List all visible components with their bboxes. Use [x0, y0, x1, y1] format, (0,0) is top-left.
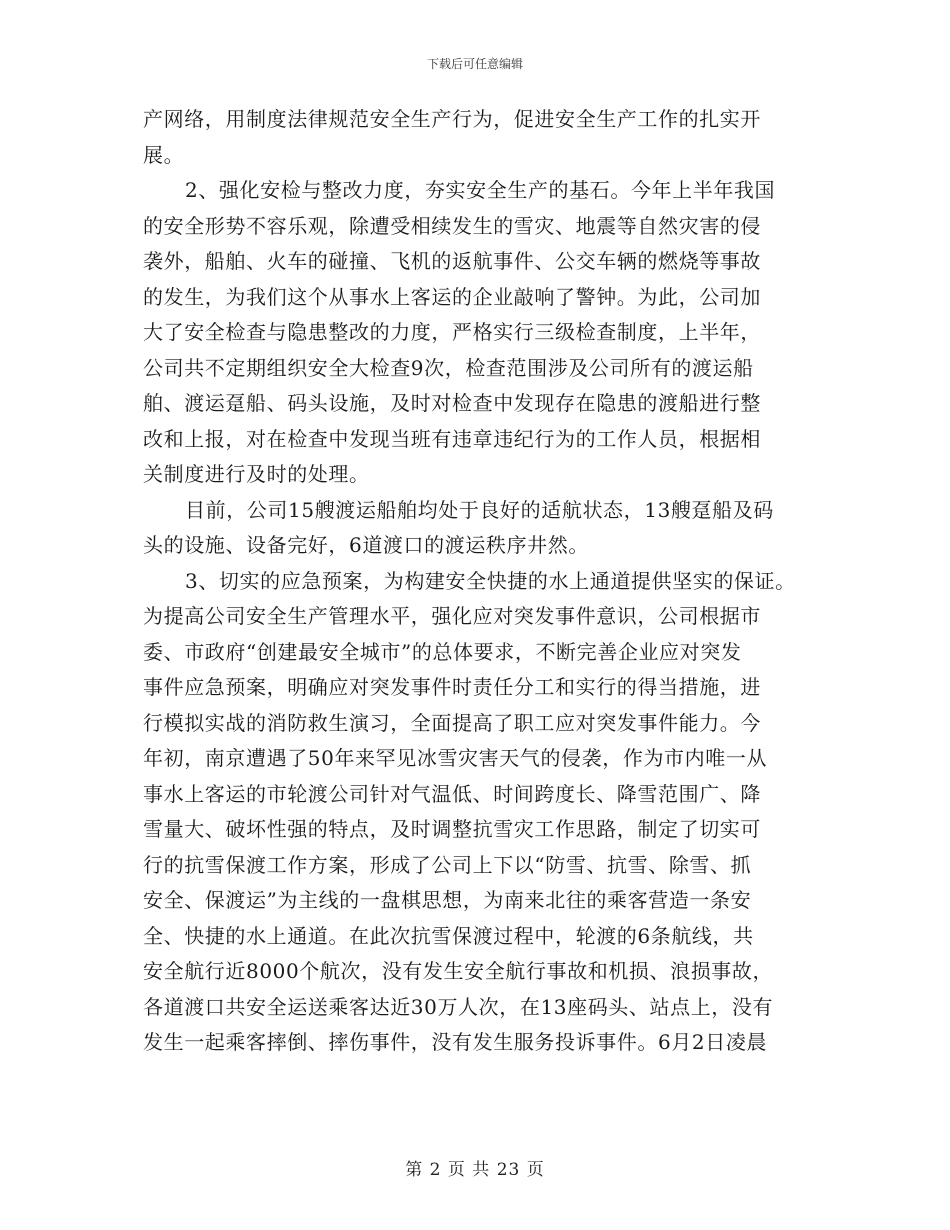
- text-line: 展。: [143, 142, 185, 167]
- text-line: 事水上客运的市轮渡公司针对气温低、时间跨度长、降雪范围广、降: [143, 781, 761, 806]
- text-line: 的发生，为我们这个从事水上客运的企业敲响了警钟。为此，公司加: [143, 284, 761, 309]
- text-line: 头的设施、设备完好，6道渡口的渡运秩序井然。: [143, 533, 589, 557]
- text-line: 安全航行近8000个航次，没有发生安全航行事故和机损、浪损事故，: [143, 959, 774, 983]
- text-line: 为提高公司安全生产管理水平，强化应对突发事件意识，公司根据市: [143, 604, 761, 628]
- text-line: 全、快捷的水上通道。在此次抗雪保渡过程中，轮渡的6条航线，共: [143, 923, 754, 948]
- text-line: 年初，南京遭遇了50年来罕见冰雪灾害天气的侵袭，作为市内唯一从: [143, 746, 768, 770]
- text-line: 行的抗雪保渡工作方案，形成了公司上下以“防雪、抗雪、除雪、抓: [143, 852, 752, 877]
- paragraph-start-line: 3、切实的应急预案，为构建安全快捷的水上通道提供坚实的保证。: [185, 568, 796, 593]
- text-line: 袭外，船舶、火车的碰撞、飞机的返航事件、公交车辆的燃烧等事故: [143, 249, 761, 273]
- text-line: 安全、保渡运”为主线的一盘棋思想，为南来北往的乘客营造一条安: [143, 888, 752, 912]
- text-line: 行模拟实战的消防救生演习，全面提高了职工应对突发事件能力。今: [143, 710, 761, 735]
- text-line: 大了安全检查与隐患整改的力度，严格实行三级检查制度，上半年，: [143, 320, 761, 344]
- text-line: 发生一起乘客摔倒、摔伤事件，没有发生服务投诉事件。6月2日凌晨: [143, 1030, 768, 1054]
- page-number-footer: 第 2 页 共 23 页: [405, 1160, 545, 1180]
- text-line: 雪量大、破坏性强的特点，及时调整抗雪灾工作思路，制定了切实可: [143, 817, 761, 841]
- text-line: 产网络，用制度法律规范安全生产行为，促进安全生产工作的扎实开: [143, 107, 761, 131]
- page-header-note: 下载后可任意编辑: [426, 57, 523, 71]
- text-line: 关制度进行及时的处理。: [143, 462, 370, 486]
- paragraph-start-line: 2、强化安检与整改力度，夯实安全生产的基石。今年上半年我国: [185, 178, 776, 202]
- text-line: 公司共不定期组织安全大检查9次，检查范围涉及公司所有的渡运船: [143, 355, 754, 380]
- paragraph-start-line: 目前，公司15艘渡运船舶均处于良好的适航状态，13艘趸船及码: [185, 497, 774, 522]
- text-line: 各道渡口共安全运送乘客达近30万人次，在13座码头、站点上，没有: [143, 994, 774, 1019]
- text-line: 事件应急预案，明确应对突发事件时责任分工和实行的得当措施，进: [143, 675, 761, 699]
- text-line: 改和上报，对在检查中发现当班有违章违纪行为的工作人员，根据相: [143, 426, 761, 451]
- text-line: 的安全形势不容乐观，除遭受相续发生的雪灾、地震等自然灾害的侵: [143, 213, 761, 238]
- text-line: 舶、渡运趸船、码头设施，及时对检查中发现存在隐患的渡船进行整: [143, 391, 761, 415]
- text-line: 委、市政府“创建最安全城市”的总体要求，不断完善企业应对突发: [143, 639, 742, 664]
- document-body: [143, 102, 813, 1061]
